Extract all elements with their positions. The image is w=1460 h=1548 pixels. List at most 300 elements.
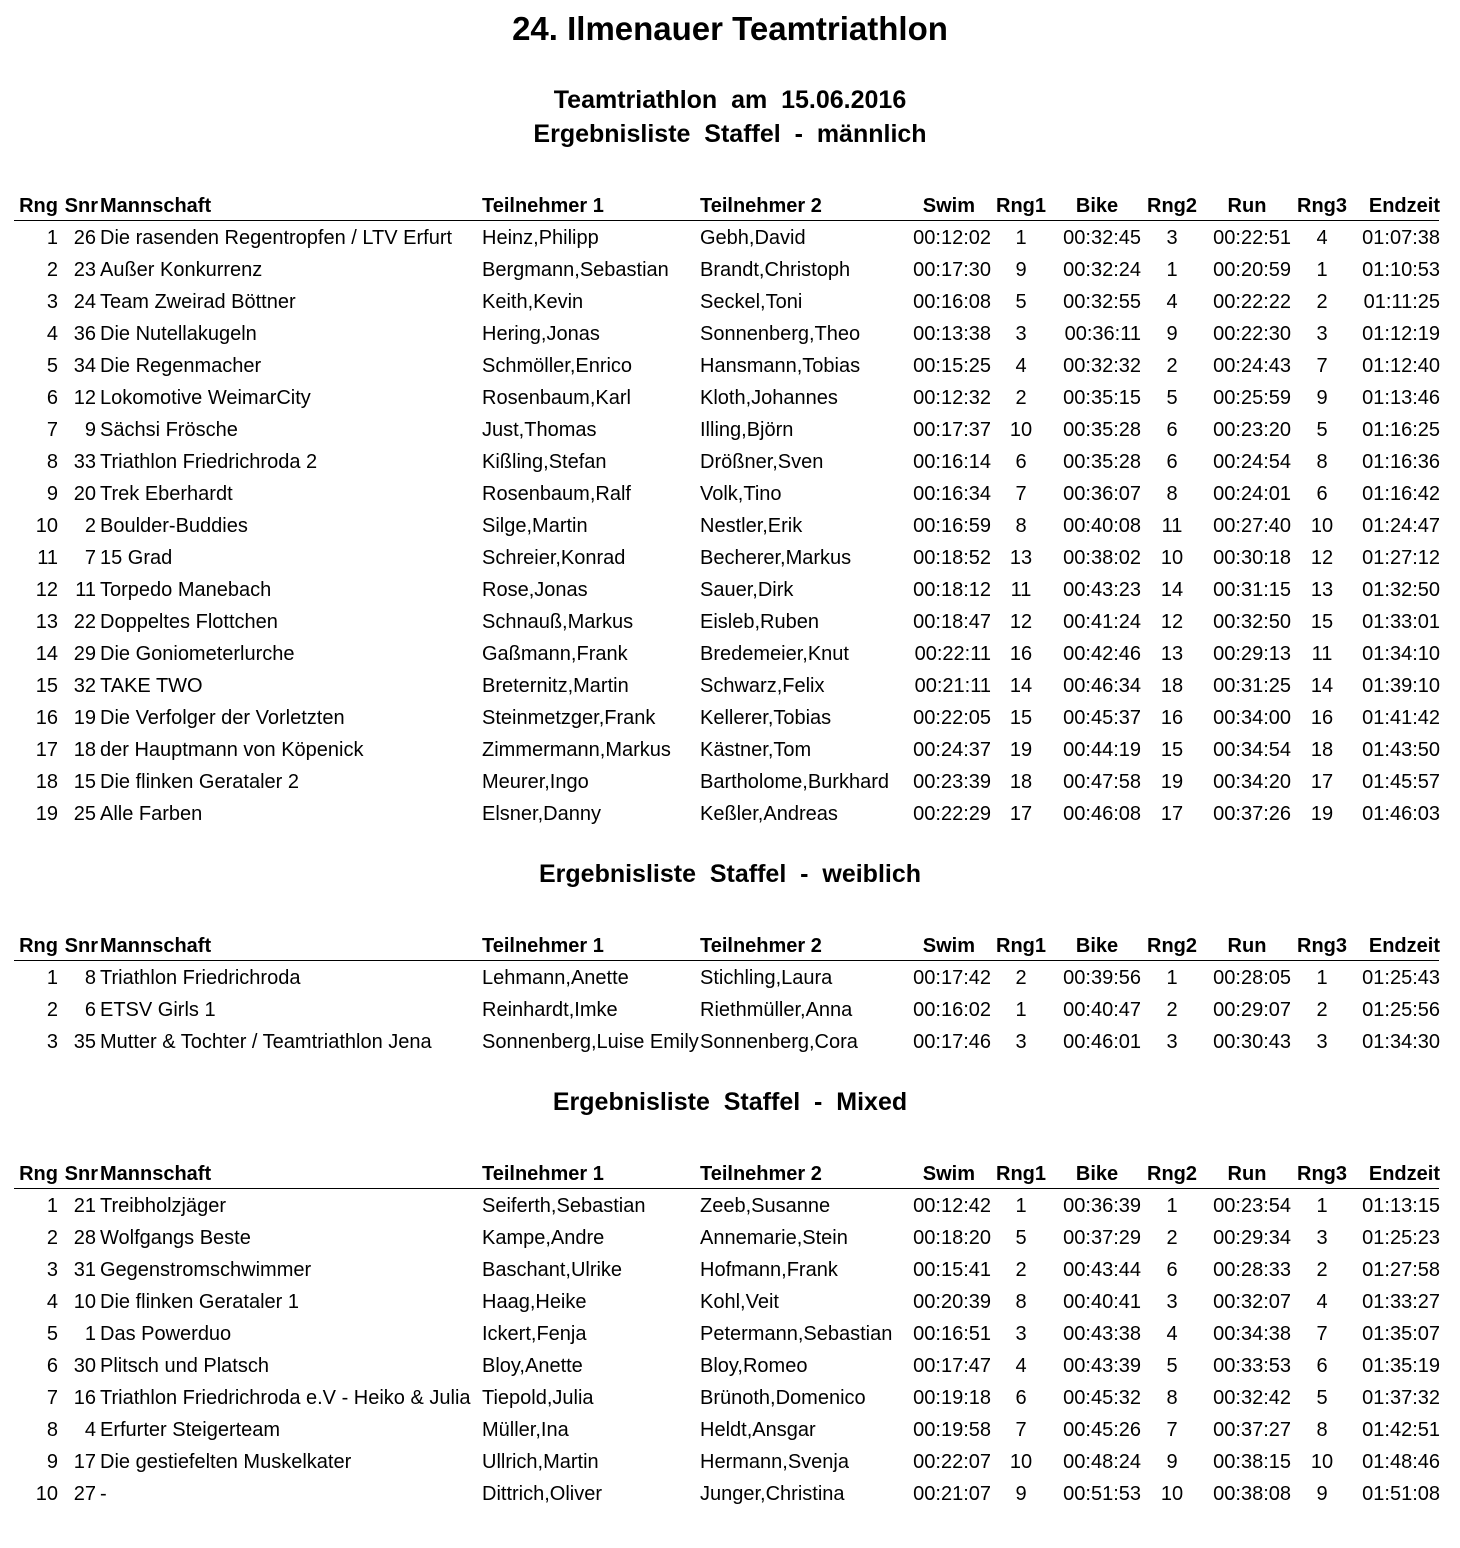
cell-participant-1: Kampe,Andre — [482, 1227, 605, 1249]
cell-bike-rank: 8 — [1166, 1387, 1178, 1409]
cell-team: Die Regenmacher — [100, 355, 262, 377]
cell-participant-1: Müller,Ina — [482, 1419, 569, 1441]
cell-start-number: 8 — [84, 967, 96, 989]
cell-bike-time: 00:47:58 — [1063, 771, 1141, 793]
cell-participant-2: Bloy,Romeo — [700, 1355, 808, 1377]
cell-bike-rank: 13 — [1160, 643, 1184, 665]
cell-start-number: 36 — [73, 323, 96, 345]
cell-bike-rank: 7 — [1166, 1419, 1178, 1441]
cell-run-rank: 11 — [1311, 643, 1333, 665]
cell-run-rank: 5 — [1316, 419, 1328, 441]
cell-participant-2: Sauer,Dirk — [700, 579, 794, 601]
header-divider — [14, 1188, 1439, 1189]
header-swim-rank: Rng1 — [996, 1163, 1046, 1185]
cell-bike-rank: 3 — [1166, 1031, 1178, 1053]
cell-team: Team Zweirad Böttner — [100, 291, 296, 313]
cell-start-number: 24 — [73, 291, 96, 313]
cell-team: Boulder-Buddies — [100, 515, 248, 537]
header-final-time: Endzeit — [1368, 1163, 1440, 1185]
cell-bike-rank: 1 — [1166, 259, 1178, 281]
table-row — [0, 1448, 1460, 1480]
cell-swim-rank: 4 — [1015, 1355, 1027, 1377]
cell-start-number: 6 — [84, 999, 96, 1021]
cell-swim-rank: 12 — [1009, 611, 1033, 633]
cell-participant-1: Haag,Heike — [482, 1291, 587, 1313]
table-row — [0, 384, 1460, 416]
cell-participant-1: Silge,Martin — [482, 515, 588, 537]
header-participant-1: Teilnehmer 1 — [482, 1163, 604, 1185]
cell-start-number: 35 — [73, 1031, 96, 1053]
cell-start-number: 7 — [84, 547, 96, 569]
cell-swim-time: 00:21:07 — [913, 1483, 991, 1505]
cell-participant-2: Bredemeier,Knut — [700, 643, 849, 665]
cell-rank: 9 — [46, 483, 58, 505]
cell-team: Das Powerduo — [100, 1323, 232, 1345]
table-row — [0, 448, 1460, 480]
cell-participant-2: Bartholome,Burkhard — [700, 771, 889, 793]
header-start-number: Snr — [64, 935, 98, 957]
table-row — [0, 1224, 1460, 1256]
cell-bike-rank: 19 — [1160, 771, 1184, 793]
table-row — [0, 352, 1460, 384]
cell-swim-rank: 15 — [1009, 707, 1033, 729]
cell-run-time: 00:29:13 — [1213, 643, 1291, 665]
cell-rank: 5 — [46, 355, 58, 377]
cell-swim-time: 00:16:34 — [913, 483, 991, 505]
cell-bike-rank: 11 — [1161, 515, 1183, 537]
header-participant-2: Teilnehmer 2 — [700, 195, 822, 217]
cell-bike-time: 00:32:45 — [1063, 227, 1141, 249]
cell-final-time: 01:25:23 — [1362, 1227, 1440, 1249]
cell-rank: 2 — [46, 999, 58, 1021]
cell-swim-rank: 3 — [1015, 1031, 1027, 1053]
cell-swim-time: 00:22:29 — [913, 803, 991, 825]
cell-run-time: 00:30:18 — [1213, 547, 1291, 569]
header-participant-2: Teilnehmer 2 — [700, 1163, 822, 1185]
cell-final-time: 01:16:25 — [1362, 419, 1440, 441]
table-row — [0, 512, 1460, 544]
cell-participant-2: Hermann,Svenja — [700, 1451, 849, 1473]
cell-start-number: 33 — [73, 451, 96, 473]
table-row — [0, 800, 1460, 832]
cell-start-number: 20 — [73, 483, 96, 505]
cell-final-time: 01:25:56 — [1362, 999, 1440, 1021]
cell-run-rank: 3 — [1316, 1227, 1328, 1249]
cell-team: Lokomotive WeimarCity — [100, 387, 311, 409]
cell-final-time: 01:34:30 — [1362, 1031, 1440, 1053]
cell-swim-rank: 7 — [1015, 1419, 1027, 1441]
cell-run-rank: 2 — [1316, 291, 1328, 313]
cell-start-number: 29 — [73, 643, 96, 665]
cell-team: Plitsch und Platsch — [100, 1355, 269, 1377]
header-swim-time: Swim — [922, 935, 975, 957]
table-row — [0, 768, 1460, 800]
cell-run-time: 00:24:54 — [1213, 451, 1291, 473]
cell-participant-2: Nestler,Erik — [700, 515, 803, 537]
cell-run-rank: 16 — [1310, 707, 1334, 729]
cell-start-number: 1 — [84, 1323, 96, 1345]
cell-swim-rank: 18 — [1009, 771, 1033, 793]
cell-final-time: 01:48:46 — [1362, 1451, 1440, 1473]
cell-participant-1: Schreier,Konrad — [482, 547, 626, 569]
cell-team: Die gestiefelten Muskelkater — [100, 1451, 352, 1473]
header-rank: Rng — [19, 1163, 58, 1185]
cell-bike-time: 00:36:39 — [1063, 1195, 1141, 1217]
table-row — [0, 964, 1460, 996]
cell-rank: 17 — [35, 739, 58, 761]
cell-team: Triathlon Friedrichroda — [100, 967, 301, 989]
cell-final-time: 01:34:10 — [1362, 643, 1440, 665]
cell-bike-time: 00:46:01 — [1063, 1031, 1141, 1053]
cell-participant-2: Stichling,Laura — [700, 967, 833, 989]
table-row — [0, 1352, 1460, 1384]
cell-participant-2: Hofmann,Frank — [700, 1259, 838, 1281]
cell-start-number: 32 — [73, 675, 96, 697]
cell-bike-rank: 9 — [1166, 323, 1178, 345]
cell-swim-time: 00:22:11 — [914, 643, 991, 665]
cell-participant-2: Petermann,Sebastian — [700, 1323, 893, 1345]
cell-swim-rank: 1 — [1015, 999, 1027, 1021]
cell-team: Erfurter Steigerteam — [100, 1419, 281, 1441]
cell-bike-rank: 18 — [1160, 675, 1184, 697]
cell-team: Die Goniometerlurche — [100, 643, 295, 665]
cell-swim-rank: 1 — [1015, 227, 1027, 249]
cell-run-rank: 8 — [1316, 1419, 1328, 1441]
table-row — [0, 320, 1460, 352]
cell-final-time: 01:27:12 — [1362, 547, 1440, 569]
header-participant-2: Teilnehmer 2 — [700, 935, 822, 957]
cell-bike-rank: 10 — [1160, 547, 1184, 569]
cell-swim-rank: 9 — [1015, 1483, 1027, 1505]
cell-run-time: 00:37:27 — [1213, 1419, 1291, 1441]
cell-bike-rank: 3 — [1166, 1291, 1178, 1313]
cell-run-rank: 2 — [1316, 999, 1328, 1021]
section-title: Ergebnisliste Staffel - weiblich — [538, 860, 922, 888]
cell-rank: 3 — [46, 1031, 58, 1053]
cell-team: der Hauptmann von Köpenick — [100, 739, 364, 761]
cell-swim-time: 00:22:07 — [913, 1451, 991, 1473]
cell-participant-1: Hering,Jonas — [482, 323, 600, 345]
cell-run-rank: 10 — [1310, 515, 1334, 537]
cell-swim-time: 00:18:20 — [913, 1227, 991, 1249]
cell-final-time: 01:10:53 — [1362, 259, 1440, 281]
cell-run-time: 00:34:38 — [1213, 1323, 1291, 1345]
cell-participant-2: Heldt,Ansgar — [700, 1419, 816, 1441]
cell-team: Mutter & Tochter / Teamtriathlon Jena — [100, 1031, 432, 1053]
cell-participant-1: Gaßmann,Frank — [482, 643, 628, 665]
cell-final-time: 01:27:58 — [1362, 1259, 1440, 1281]
cell-start-number: 31 — [73, 1259, 96, 1281]
cell-run-rank: 3 — [1316, 1031, 1328, 1053]
cell-participant-2: Annemarie,Stein — [700, 1227, 848, 1249]
cell-bike-time: 00:36:07 — [1063, 483, 1141, 505]
cell-bike-time: 00:32:32 — [1063, 355, 1141, 377]
table-row — [0, 1416, 1460, 1448]
cell-participant-1: Steinmetzger,Frank — [482, 707, 656, 729]
document-title: 24. Ilmenauer Teamtriathlon — [512, 10, 948, 47]
header-start-number: Snr — [64, 195, 98, 217]
cell-final-time: 01:16:42 — [1362, 483, 1440, 505]
cell-participant-2: Schwarz,Felix — [700, 675, 825, 697]
cell-participant-2: Riethmüller,Anna — [700, 999, 853, 1021]
header-bike-rank: Rng2 — [1147, 935, 1197, 957]
cell-start-number: 21 — [73, 1195, 96, 1217]
cell-rank: 16 — [35, 707, 58, 729]
cell-start-number: 30 — [73, 1355, 96, 1377]
cell-participant-1: Ickert,Fenja — [482, 1323, 587, 1345]
cell-final-time: 01:45:57 — [1362, 771, 1440, 793]
cell-run-rank: 7 — [1316, 1323, 1328, 1345]
cell-participant-1: Reinhardt,Imke — [482, 999, 618, 1021]
cell-rank: 6 — [46, 387, 58, 409]
cell-start-number: 19 — [73, 707, 96, 729]
cell-participant-2: Brünoth,Domenico — [700, 1387, 866, 1409]
header-run-rank: Rng3 — [1297, 1163, 1347, 1185]
header-bike-rank: Rng2 — [1147, 1163, 1197, 1185]
cell-bike-time: 00:39:56 — [1063, 967, 1141, 989]
cell-swim-time: 00:18:52 — [913, 547, 991, 569]
cell-rank: 1 — [46, 1195, 58, 1217]
cell-team: 15 Grad — [100, 547, 173, 569]
cell-participant-1: Tiepold,Julia — [482, 1387, 594, 1409]
cell-final-time: 01:13:46 — [1362, 387, 1440, 409]
cell-participant-1: Rose,Jonas — [482, 579, 588, 601]
table-row — [0, 1028, 1460, 1060]
cell-rank: 9 — [46, 1451, 58, 1473]
cell-run-rank: 6 — [1316, 483, 1328, 505]
cell-participant-2: Sonnenberg,Cora — [700, 1031, 858, 1053]
header-run-rank: Rng3 — [1297, 935, 1347, 957]
cell-bike-rank: 4 — [1166, 291, 1178, 313]
cell-start-number: 26 — [73, 227, 96, 249]
cell-start-number: 25 — [73, 803, 96, 825]
cell-final-time: 01:35:07 — [1362, 1323, 1440, 1345]
cell-final-time: 01:33:27 — [1362, 1291, 1440, 1313]
cell-swim-time: 00:17:46 — [913, 1031, 991, 1053]
cell-team: Alle Farben — [100, 803, 203, 825]
cell-participant-1: Heinz,Philipp — [482, 227, 599, 249]
cell-rank: 3 — [46, 291, 58, 313]
cell-team: Triathlon Friedrichroda 2 — [100, 451, 318, 473]
table-row — [0, 1288, 1460, 1320]
header-bike-time: Bike — [1075, 1163, 1119, 1185]
cell-team: Triathlon Friedrichroda e.V - Heiko & Julia — [100, 1387, 471, 1409]
cell-rank: 10 — [35, 1483, 58, 1505]
cell-final-time: 01:07:38 — [1362, 227, 1440, 249]
cell-swim-time: 00:16:14 — [913, 451, 991, 473]
cell-team: Trek Eberhardt — [100, 483, 233, 505]
header-divider — [14, 220, 1439, 221]
cell-swim-time: 00:18:12 — [913, 579, 991, 601]
cell-run-rank: 9 — [1316, 387, 1328, 409]
cell-final-time: 01:37:32 — [1362, 1387, 1440, 1409]
cell-bike-time: 00:32:24 — [1063, 259, 1141, 281]
cell-bike-time: 00:42:46 — [1063, 643, 1141, 665]
header-participant-1: Teilnehmer 1 — [482, 195, 604, 217]
cell-run-time: 00:31:25 — [1213, 675, 1291, 697]
cell-bike-rank: 12 — [1160, 611, 1184, 633]
header-team: Mannschaft — [100, 195, 212, 217]
cell-run-time: 00:34:00 — [1213, 707, 1291, 729]
cell-run-rank: 19 — [1310, 803, 1334, 825]
table-row — [0, 256, 1460, 288]
section-title: Ergebnisliste Staffel - Mixed — [552, 1088, 908, 1116]
cell-participant-1: Kißling,Stefan — [482, 451, 607, 473]
table-header — [0, 932, 1460, 960]
cell-team: Sächsi Frösche — [100, 419, 238, 441]
cell-rank: 6 — [46, 1355, 58, 1377]
table-row — [0, 416, 1460, 448]
cell-rank: 8 — [46, 1419, 58, 1441]
cell-participant-1: Rosenbaum,Ralf — [482, 483, 631, 505]
cell-run-time: 00:22:22 — [1213, 291, 1291, 313]
cell-bike-time: 00:46:34 — [1063, 675, 1141, 697]
cell-bike-time: 00:41:24 — [1063, 611, 1141, 633]
cell-run-rank: 2 — [1316, 1259, 1328, 1281]
cell-swim-time: 00:17:37 — [913, 419, 991, 441]
cell-run-rank: 17 — [1310, 771, 1334, 793]
cell-participant-1: Elsner,Danny — [482, 803, 601, 825]
cell-rank: 10 — [35, 515, 58, 537]
cell-participant-1: Just,Thomas — [482, 419, 597, 441]
cell-participant-2: Brandt,Christoph — [700, 259, 851, 281]
cell-rank: 12 — [35, 579, 58, 601]
cell-team: Gegenstromschwimmer — [100, 1259, 312, 1281]
header-swim-rank: Rng1 — [996, 935, 1046, 957]
cell-run-time: 00:33:53 — [1213, 1355, 1291, 1377]
cell-run-time: 00:20:59 — [1213, 259, 1291, 281]
cell-participant-2: Seckel,Toni — [700, 291, 803, 313]
cell-participant-1: Ullrich,Martin — [482, 1451, 599, 1473]
cell-rank: 8 — [46, 451, 58, 473]
cell-rank: 11 — [37, 547, 58, 569]
cell-start-number: 27 — [73, 1483, 96, 1505]
cell-participant-1: Schnauß,Markus — [482, 611, 634, 633]
table-row — [0, 224, 1460, 256]
cell-swim-rank: 7 — [1015, 483, 1027, 505]
cell-bike-time: 00:40:08 — [1063, 515, 1141, 537]
header-team: Mannschaft — [100, 1163, 212, 1185]
cell-participant-2: Kohl,Veit — [700, 1291, 779, 1313]
cell-run-rank: 8 — [1316, 451, 1328, 473]
cell-bike-rank: 2 — [1166, 1227, 1178, 1249]
header-final-time: Endzeit — [1368, 935, 1440, 957]
cell-bike-time: 00:35:28 — [1063, 451, 1141, 473]
cell-participant-2: Keßler,Andreas — [700, 803, 838, 825]
header-bike-time: Bike — [1075, 935, 1119, 957]
cell-bike-rank: 5 — [1166, 1355, 1178, 1377]
cell-participant-1: Bloy,Anette — [482, 1355, 583, 1377]
cell-run-time: 00:32:07 — [1213, 1291, 1291, 1313]
cell-bike-rank: 1 — [1166, 967, 1178, 989]
cell-run-rank: 5 — [1316, 1387, 1328, 1409]
table-row — [0, 736, 1460, 768]
cell-swim-time: 00:18:47 — [913, 611, 991, 633]
cell-start-number: 10 — [73, 1291, 96, 1313]
cell-team: Wolfgangs Beste — [100, 1227, 251, 1249]
header-run-time: Run — [1227, 935, 1267, 957]
cell-final-time: 01:51:08 — [1362, 1483, 1440, 1505]
cell-participant-2: Kloth,Johannes — [700, 387, 838, 409]
cell-team: Die rasenden Regentropfen / LTV Erfurt — [100, 227, 453, 249]
cell-run-rank: 12 — [1310, 547, 1334, 569]
cell-run-rank: 4 — [1316, 227, 1328, 249]
cell-bike-time: 00:46:08 — [1063, 803, 1141, 825]
cell-run-rank: 9 — [1316, 1483, 1328, 1505]
cell-run-rank: 3 — [1316, 323, 1328, 345]
cell-start-number: 22 — [73, 611, 96, 633]
cell-participant-2: Illing,Björn — [700, 419, 794, 441]
cell-team: Die Verfolger der Vorletzten — [100, 707, 345, 729]
cell-run-time: 00:28:33 — [1213, 1259, 1291, 1281]
cell-final-time: 01:32:50 — [1362, 579, 1440, 601]
cell-team: Torpedo Manebach — [100, 579, 272, 601]
cell-participant-1: Keith,Kevin — [482, 291, 584, 313]
table-row — [0, 704, 1460, 736]
cell-start-number: 18 — [73, 739, 96, 761]
cell-rank: 4 — [46, 323, 58, 345]
cell-run-time: 00:23:54 — [1213, 1195, 1291, 1217]
cell-bike-rank: 14 — [1160, 579, 1184, 601]
cell-rank: 2 — [46, 259, 58, 281]
cell-participant-1: Meurer,Ingo — [482, 771, 589, 793]
cell-swim-time: 00:13:38 — [913, 323, 991, 345]
cell-final-time: 01:25:43 — [1362, 967, 1440, 989]
cell-start-number: 12 — [73, 387, 96, 409]
cell-participant-1: Baschant,Ulrike — [482, 1259, 623, 1281]
cell-swim-time: 00:23:39 — [913, 771, 991, 793]
cell-bike-rank: 4 — [1166, 1323, 1178, 1345]
cell-run-rank: 18 — [1310, 739, 1334, 761]
cell-start-number: 28 — [73, 1227, 96, 1249]
cell-participant-2: Gebh,David — [700, 227, 806, 249]
table-header — [0, 192, 1460, 220]
cell-swim-rank: 11 — [1010, 579, 1032, 601]
header-bike-rank: Rng2 — [1147, 195, 1197, 217]
cell-run-time: 00:38:08 — [1213, 1483, 1291, 1505]
table-row — [0, 576, 1460, 608]
cell-run-time: 00:22:30 — [1213, 323, 1291, 345]
table-row — [0, 544, 1460, 576]
cell-participant-1: Schmöller,Enrico — [482, 355, 633, 377]
cell-rank: 13 — [35, 611, 58, 633]
cell-team: Doppeltes Flottchen — [100, 611, 278, 633]
cell-rank: 14 — [35, 643, 58, 665]
cell-run-rank: 1 — [1316, 259, 1328, 281]
section-title: Ergebnisliste Staffel - männlich — [533, 120, 927, 148]
header-bike-time: Bike — [1075, 195, 1119, 217]
cell-bike-time: 00:32:55 — [1063, 291, 1141, 313]
cell-start-number: 34 — [73, 355, 96, 377]
cell-participant-1: Zimmermann,Markus — [482, 739, 671, 761]
cell-swim-rank: 3 — [1015, 323, 1027, 345]
cell-participant-2: Becherer,Markus — [700, 547, 852, 569]
cell-bike-rank: 5 — [1166, 387, 1178, 409]
cell-start-number: 16 — [73, 1387, 96, 1409]
cell-swim-time: 00:16:08 — [913, 291, 991, 313]
header-rank: Rng — [19, 195, 58, 217]
cell-rank: 2 — [46, 1227, 58, 1249]
cell-run-time: 00:32:42 — [1213, 1387, 1291, 1409]
cell-final-time: 01:43:50 — [1362, 739, 1440, 761]
cell-bike-rank: 15 — [1160, 739, 1184, 761]
table-row — [0, 996, 1460, 1028]
cell-bike-rank: 2 — [1166, 355, 1178, 377]
cell-swim-rank: 6 — [1015, 1387, 1027, 1409]
cell-swim-rank: 13 — [1009, 547, 1033, 569]
cell-swim-rank: 4 — [1015, 355, 1027, 377]
cell-rank: 5 — [46, 1323, 58, 1345]
